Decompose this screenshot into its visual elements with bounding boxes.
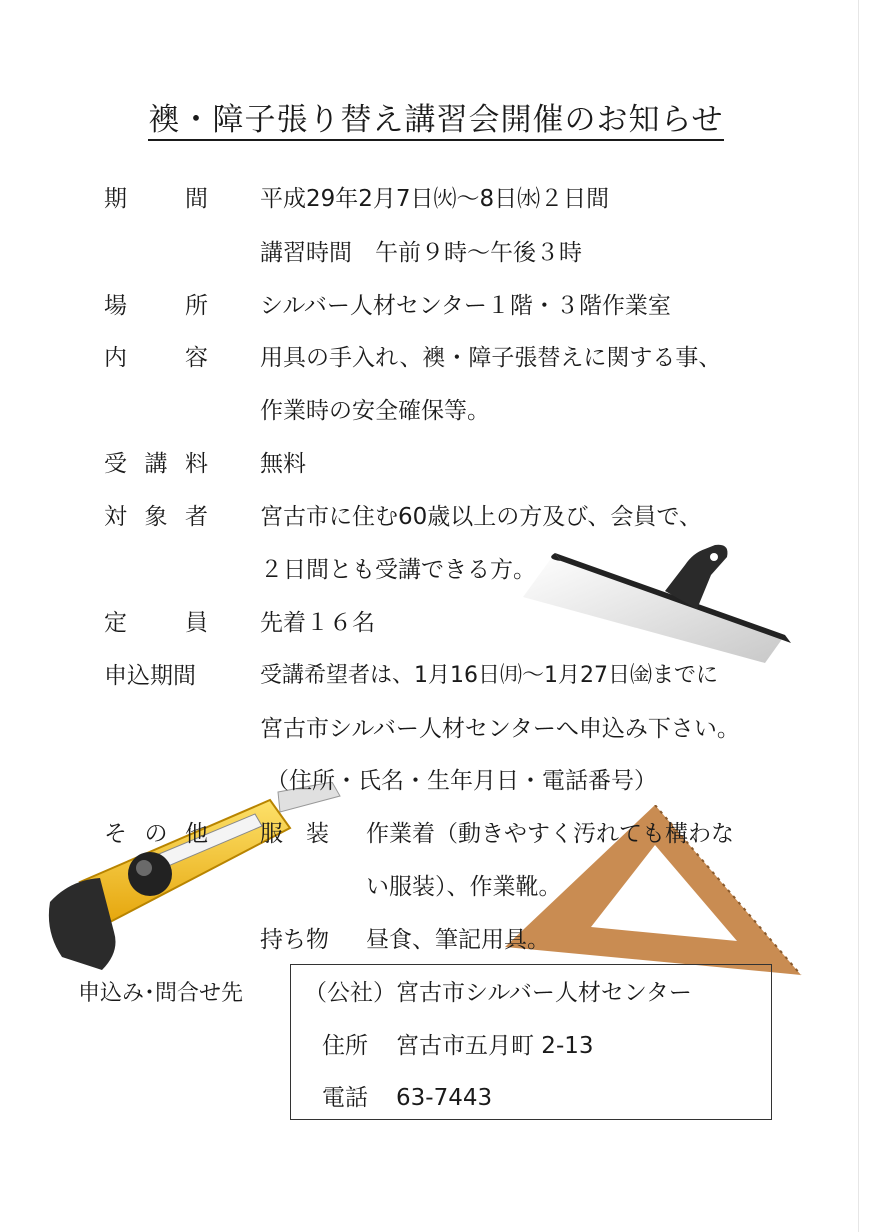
label-place: 場 所 (104, 293, 208, 319)
label-target: 対 象 者 (104, 504, 208, 530)
belongings-label: 持ち物 (260, 927, 329, 953)
label-content: 内 容 (104, 345, 208, 371)
target-line-2: ２日間とも受講できる方。 (260, 557, 536, 583)
contact-address: 宮古市五月町 2-13 (396, 1033, 594, 1059)
content-line-2: 作業時の安全確保等。 (260, 398, 490, 424)
contact-address-label: 住所 (322, 1033, 368, 1059)
label-application: 申込期間 (104, 663, 196, 689)
capacity-value: 先着１６名 (260, 610, 375, 636)
clothing-line-2: い服装）、作業靴。 (366, 874, 562, 900)
putty-knife-illustration (515, 535, 800, 670)
page-title: 襖・障子張り替え講習会開催のお知らせ (0, 98, 872, 142)
belongings-value: 昼食、筆記用具。 (366, 927, 550, 953)
clothing-line-1: 作業着（動きやすく汚れても構わな (366, 821, 734, 847)
place-value: シルバー人材センター１階・３階作業室 (260, 293, 671, 319)
content-line-1: 用具の手入れ、襖・障子張替えに関する事、 (260, 345, 722, 371)
application-line-2: 宮古市シルバー人材センターへ申込み下さい。 (260, 716, 740, 742)
target-line-1: 宮古市に住む60歳以上の方及び、会員で、 (260, 504, 702, 530)
label-other: そ の 他 (104, 821, 208, 847)
application-line-1: 受講希望者は、1月16日㈪〜1月27日㈮までに (260, 663, 718, 688)
label-capacity: 定 員 (104, 610, 208, 636)
period-hours: 講習時間 午前９時〜午後３時 (260, 240, 582, 266)
fee-value: 無料 (260, 451, 306, 477)
contact-label: 申込み･問合せ先 (78, 981, 244, 1006)
clothing-label: 服 装 (260, 821, 329, 847)
label-fee: 受 講 料 (104, 451, 208, 477)
contact-phone: 63-7443 (396, 1085, 493, 1111)
contact-phone-label: 電話 (322, 1085, 368, 1111)
contact-org: （公社）宮古市シルバー人材センター (304, 980, 692, 1006)
page-edge-line (858, 0, 859, 1232)
application-line-3: （住所・氏名・生年月日・電話番号） (266, 768, 657, 794)
period-dates: 平成29年2月7日㈫〜8日㈬２日間 (260, 186, 610, 212)
label-period: 期 間 (104, 186, 208, 212)
